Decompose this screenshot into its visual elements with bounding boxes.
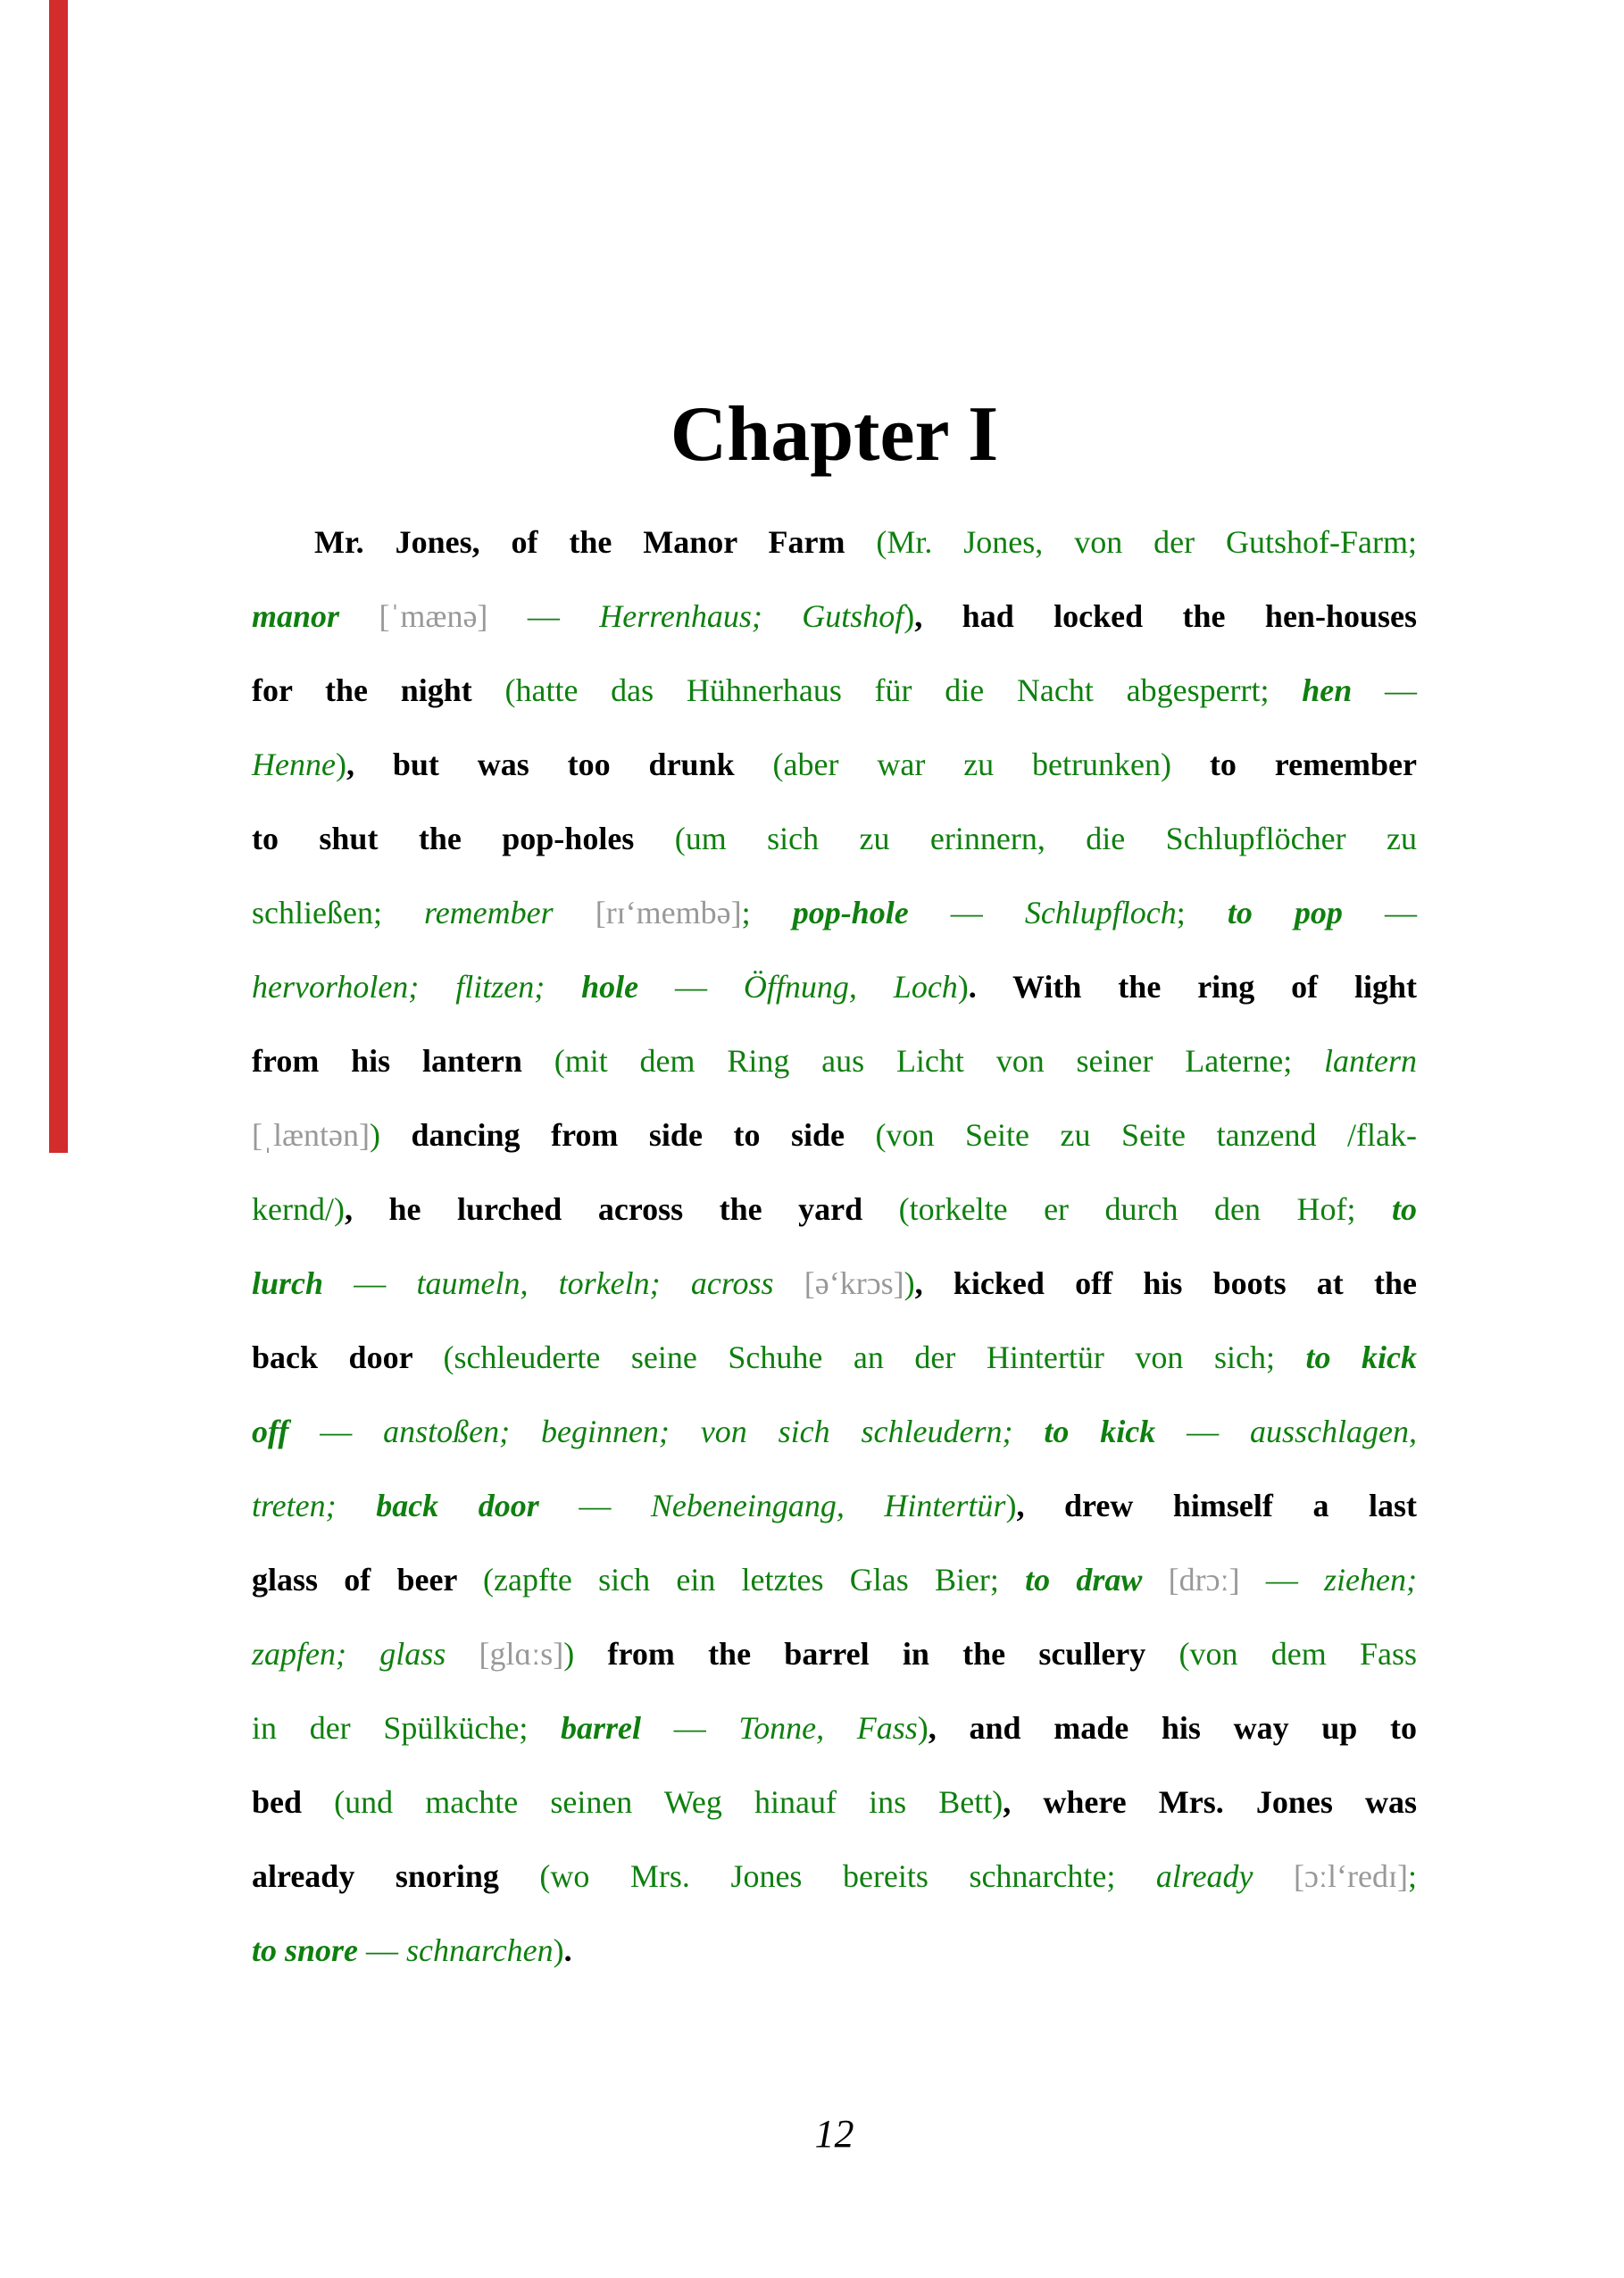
text-segment-de: (wo Mrs. Jones bereits schnarchte; <box>539 1858 1156 1894</box>
text-line <box>252 1098 1417 1172</box>
text-segment-dei: ziehen; <box>1324 1562 1418 1598</box>
text-segment-de: ) <box>904 598 915 634</box>
text-segment-de: — <box>1342 895 1417 930</box>
text-line <box>252 876 1417 950</box>
text-segment-de: (zapfte sich ein letztes Glas Bier; <box>483 1562 1026 1598</box>
text-segment-de: — <box>1155 1414 1251 1449</box>
text-segment-dei: hervorholen; flitzen; <box>252 969 582 1005</box>
text-segment-dei: ausschlagen, <box>1250 1414 1418 1449</box>
text-line <box>252 1765 1417 1840</box>
text-segment-deb: to kick <box>1305 1339 1418 1375</box>
paragraph <box>252 505 1417 1988</box>
text-segment-de: ) <box>957 969 969 1005</box>
text-segment-dei: Nebeneingang, Hintertür <box>650 1488 1006 1523</box>
text-line <box>252 1914 1417 1988</box>
text-segment-deb: lurch <box>252 1265 324 1301</box>
text-segment-en: , where Mrs. Jones was <box>1003 1784 1417 1820</box>
text-segment-de: (hatte das Hühnerhaus für die Nacht abgesperrt; <box>504 672 1303 708</box>
text-segment-dei: already <box>1155 1858 1253 1894</box>
text-line <box>252 950 1417 1024</box>
text-segment-ipa: [ˌlæntən] <box>252 1117 370 1153</box>
text-segment-de: — <box>641 1710 739 1746</box>
text-segment-de: (von Seite zu Seite tanzend /flak- <box>875 1117 1417 1153</box>
text-segment-dei: lantern <box>1324 1043 1418 1079</box>
text-segment-de: ; <box>1176 895 1228 930</box>
text-segment-en: for the night <box>252 672 505 708</box>
text-segment-de: ) <box>904 1265 915 1301</box>
text-segment-de: ) <box>369 1117 412 1153</box>
text-segment-en: , he lurched across the yard <box>344 1191 899 1227</box>
text-segment-de: — <box>1352 672 1418 708</box>
text-segment-ipa: [ɔːlʻredɪ] <box>1253 1858 1408 1894</box>
text-line <box>252 1617 1417 1691</box>
text-segment-de: — <box>1265 1562 1325 1598</box>
text-segment-en: . With the ring of light <box>968 969 1417 1005</box>
text-segment-en: from his lantern <box>252 1043 554 1079</box>
text-segment-deb: off <box>252 1414 289 1449</box>
text-segment-en: , and made his way up to <box>928 1710 1418 1746</box>
text-segment-dei: Schlupfloch <box>1024 895 1177 930</box>
chapter-title: Chapter I <box>670 390 999 478</box>
text-segment-deb: to snore <box>252 1932 359 1968</box>
text-segment-en: to shut the pop-holes <box>252 821 675 856</box>
text-segment-de: — <box>908 895 1025 930</box>
text-line <box>252 1840 1417 1914</box>
text-segment-de: (mit dem Ring aus Licht von seiner Laterne; <box>554 1043 1325 1079</box>
text-segment-de: — <box>358 1932 407 1968</box>
text-segment-dei: Tonne, Fass <box>738 1710 918 1746</box>
text-segment-dei: anstoßen; beginnen; von sich schleudern; <box>383 1414 1045 1449</box>
text-segment-en: Mr. Jones, of the Manor Farm <box>314 524 877 560</box>
text-segment-de: — <box>527 598 600 634</box>
text-segment-dei: taumeln, torkeln; across <box>416 1265 774 1301</box>
text-segment-deb: barrel <box>561 1710 642 1746</box>
text-segment-ipa: [rɪʻmembə] <box>553 895 742 930</box>
text-segment-ipa: [ˈmænə] <box>339 598 528 634</box>
text-segment-deb: to draw <box>1025 1562 1143 1598</box>
text-line <box>252 1172 1417 1247</box>
text-segment-de: in der Spülküche; <box>252 1710 562 1746</box>
text-segment-en: , drew himself a last <box>1016 1488 1418 1523</box>
text-segment-en: , but was too drunk <box>346 747 773 782</box>
text-segment-de: (und machte seinen Weg hinauf ins Bett) <box>334 1784 1004 1820</box>
text-line <box>252 654 1417 728</box>
text-segment-de: — <box>538 1488 651 1523</box>
text-segment-de: — <box>638 969 744 1005</box>
text-segment-en: back door <box>252 1339 444 1375</box>
text-segment-de: — <box>323 1265 417 1301</box>
red-margin-marker <box>49 0 68 1153</box>
text-line <box>252 1469 1417 1543</box>
text-line <box>252 580 1417 654</box>
text-segment-de: ; <box>1407 1858 1417 1894</box>
text-segment-dei: Herrenhaus; Gutshof <box>599 598 904 634</box>
text-segment-en: , kicked off his boots at the <box>914 1265 1417 1301</box>
text-segment-ipa: [drɔː] <box>1142 1562 1266 1598</box>
text-segment-de: ) <box>563 1636 608 1672</box>
text-segment-deb: hen <box>1302 672 1353 708</box>
text-segment-deb: pop-hole <box>792 895 909 930</box>
text-segment-en: . <box>563 1932 572 1968</box>
text-line <box>252 1321 1417 1395</box>
text-segment-dei: schnarchen <box>406 1932 554 1968</box>
text-segment-en: dancing from side to side <box>411 1117 876 1153</box>
text-line <box>252 728 1417 802</box>
text-line <box>252 802 1417 876</box>
text-line <box>252 1024 1417 1098</box>
text-segment-de: (schleuderte seine Schuhe an der Hintertür von sich; <box>443 1339 1306 1375</box>
text-segment-de: (um sich zu erinnern, die Schlupflöcher zu <box>674 821 1417 856</box>
text-segment-dei: Öffnung, Loch <box>743 969 958 1005</box>
text-segment-de: (Mr. Jones, von der Gutshof-Farm; <box>876 524 1417 560</box>
text-line <box>252 1395 1417 1469</box>
text-segment-deb: hole <box>581 969 639 1005</box>
text-line <box>252 505 1417 580</box>
text-segment-de: ) <box>553 1932 564 1968</box>
text-segment-ipa: [əʻkrɔs] <box>773 1265 904 1301</box>
text-segment-en: , had locked the hen-houses <box>914 598 1417 634</box>
text-segment-deb: manor <box>252 598 340 634</box>
text-segment-de: ) <box>335 747 346 782</box>
text-line <box>252 1543 1417 1617</box>
text-segment-de: ; <box>741 895 793 930</box>
text-segment-de: (torkelte er durch den Hof; <box>898 1191 1392 1227</box>
text-segment-de: (von dem Fass <box>1178 1636 1417 1672</box>
text-segment-dei: zapfen; glass <box>252 1636 446 1672</box>
text-segment-deb: to pop <box>1227 895 1343 930</box>
text-segment-de: ) <box>917 1710 929 1746</box>
text-segment-en: glass of beer <box>252 1562 483 1598</box>
text-segment-de: schließen; <box>252 895 425 930</box>
text-segment-deb: to <box>1391 1191 1417 1227</box>
text-line <box>252 1247 1417 1321</box>
text-segment-dei: treten; <box>252 1488 377 1523</box>
text-segment-de: ) <box>1005 1488 1017 1523</box>
text-segment-deb: to kick <box>1044 1414 1156 1449</box>
text-segment-de: kernd/) <box>252 1191 345 1227</box>
text-segment-dei: Henne <box>252 747 336 782</box>
page-number: 12 <box>814 2112 854 2156</box>
text-segment-en: to remember <box>1209 747 1418 782</box>
text-segment-de: (aber war zu betrunken) <box>772 747 1210 782</box>
text-segment-en: already snoring <box>252 1858 540 1894</box>
text-segment-en: from the barrel in the scullery <box>607 1636 1179 1672</box>
text-segment-de: — <box>288 1414 384 1449</box>
text-segment-en: bed <box>252 1784 335 1820</box>
text-line <box>252 1691 1417 1765</box>
text-segment-deb: back door <box>376 1488 539 1523</box>
text-segment-dei: remember <box>424 895 554 930</box>
text-segment-ipa: [glɑːs] <box>446 1636 564 1672</box>
